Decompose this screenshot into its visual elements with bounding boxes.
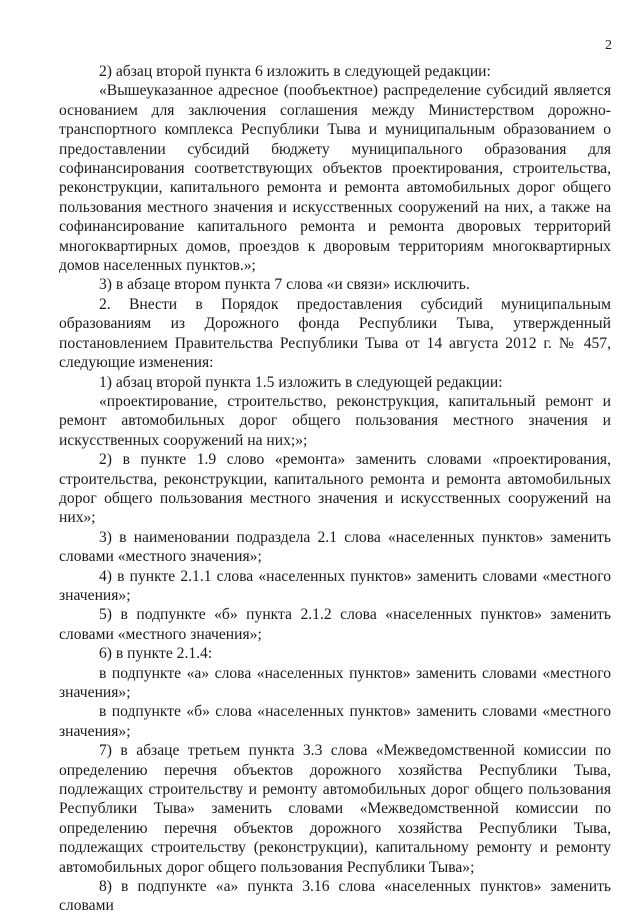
paragraph-item-2-header: 2) абзац второй пункта 6 изложить в следующей редакции: — [99, 63, 491, 80]
paragraph-sub-7: 7) в абзаце третьем пункта 3.3 слова «Межведомственной комиссии по определению перечня объектов дорожного хозяйства Республики Тыва, подлежащих строительству и ремонту автомобильных дорог общего пользования Республики Тыва» заменить словами «Межведомственной комиссии по определению перечня объектов дорожного хозяйства Республики Тыва, подлежащих строительству (реконструкции), капитальному ремонту и ремонту автомобильных дорог общего пользования Республики Тыва»; — [59, 742, 611, 876]
paragraph-sub-5: 5) в подпункте «б» пункта 2.1.2 слова «населенных пунктов» заменить словами «местного значения»; — [59, 606, 611, 643]
paragraph-quoted-allocation: «Вышеуказанное адресное (пообъектное) распределение субсидий является основанием для заключения соглашения между Министерством дорожно-транспортного комплекса Республики Тыва и муниципальным образованием о предоставлении субсидий бюджету муниципального образования для софинансирования соответствующих объектов проектирования, строительства, реконструкции, капитального ремонта и ремонта автомобильных дорог общего пользования местного значения и искусственных сооружений на них, а также на софинансирование капитального ремонта и ремонта дворовых территорий многоквартирных домов, проездов к дворовым территориям многоквартирных домов населенных пунктов.»; — [59, 82, 611, 275]
paragraph-section-2: 2. Внести в Порядок предоставления субсидий муниципальным образованиям из Дорожного фонда Республики Тыва, утвержденный постановлением Правительства Республики Тыва от 14 августа 2012 г. № 457, следующие изменения: — [59, 295, 611, 372]
paragraph-sub-2: 2) в пункте 1.9 слово «ремонта» заменить словами «проектирования, строительства, реконструкции, капитального ремонта и ремонта автомобильных дорог общего пользования местного значения и искусственных сооружений на них»; — [59, 451, 611, 527]
document-body — [59, 62, 611, 916]
paragraph-sub-4: 4) в пункте 2.1.1 слова «населенных пунктов» заменить словами «местного значения»; — [59, 567, 611, 604]
paragraph-sub-1: 1) абзац второй пункта 1.5 изложить в следующей редакции: — [99, 373, 503, 391]
paragraph-sub-6: 6) в пункте 2.1.4: — [99, 645, 213, 663]
paragraph-sub-6-b: в подпункте «б» слова «населенных пунктов» заменить словами «местного значения»; — [59, 703, 611, 740]
paragraph-sub-8: 8) в подпункте «а» пункта 3.16 слова «населенных пунктов» заменить словами — [59, 878, 611, 915]
paragraph-quoted-design: «проектирование, строительство, реконструкция, капитальный ремонт и ремонт автомобильных дорог общего пользования местного значения и искусственных сооружений на них;»; — [59, 392, 611, 449]
page-number: 2 — [605, 38, 612, 53]
paragraph-item-3: 3) в абзаце втором пункта 7 слова «и связи» исключить. — [99, 276, 470, 294]
paragraph-sub-3: 3) в наименовании подраздела 2.1 слова «населенных пунктов» заменить словами «местного значения»; — [59, 528, 611, 566]
paragraph-sub-6-a: в подпункте «а» слова «населенных пунктов» заменить словами «местного значения»; — [59, 664, 611, 701]
